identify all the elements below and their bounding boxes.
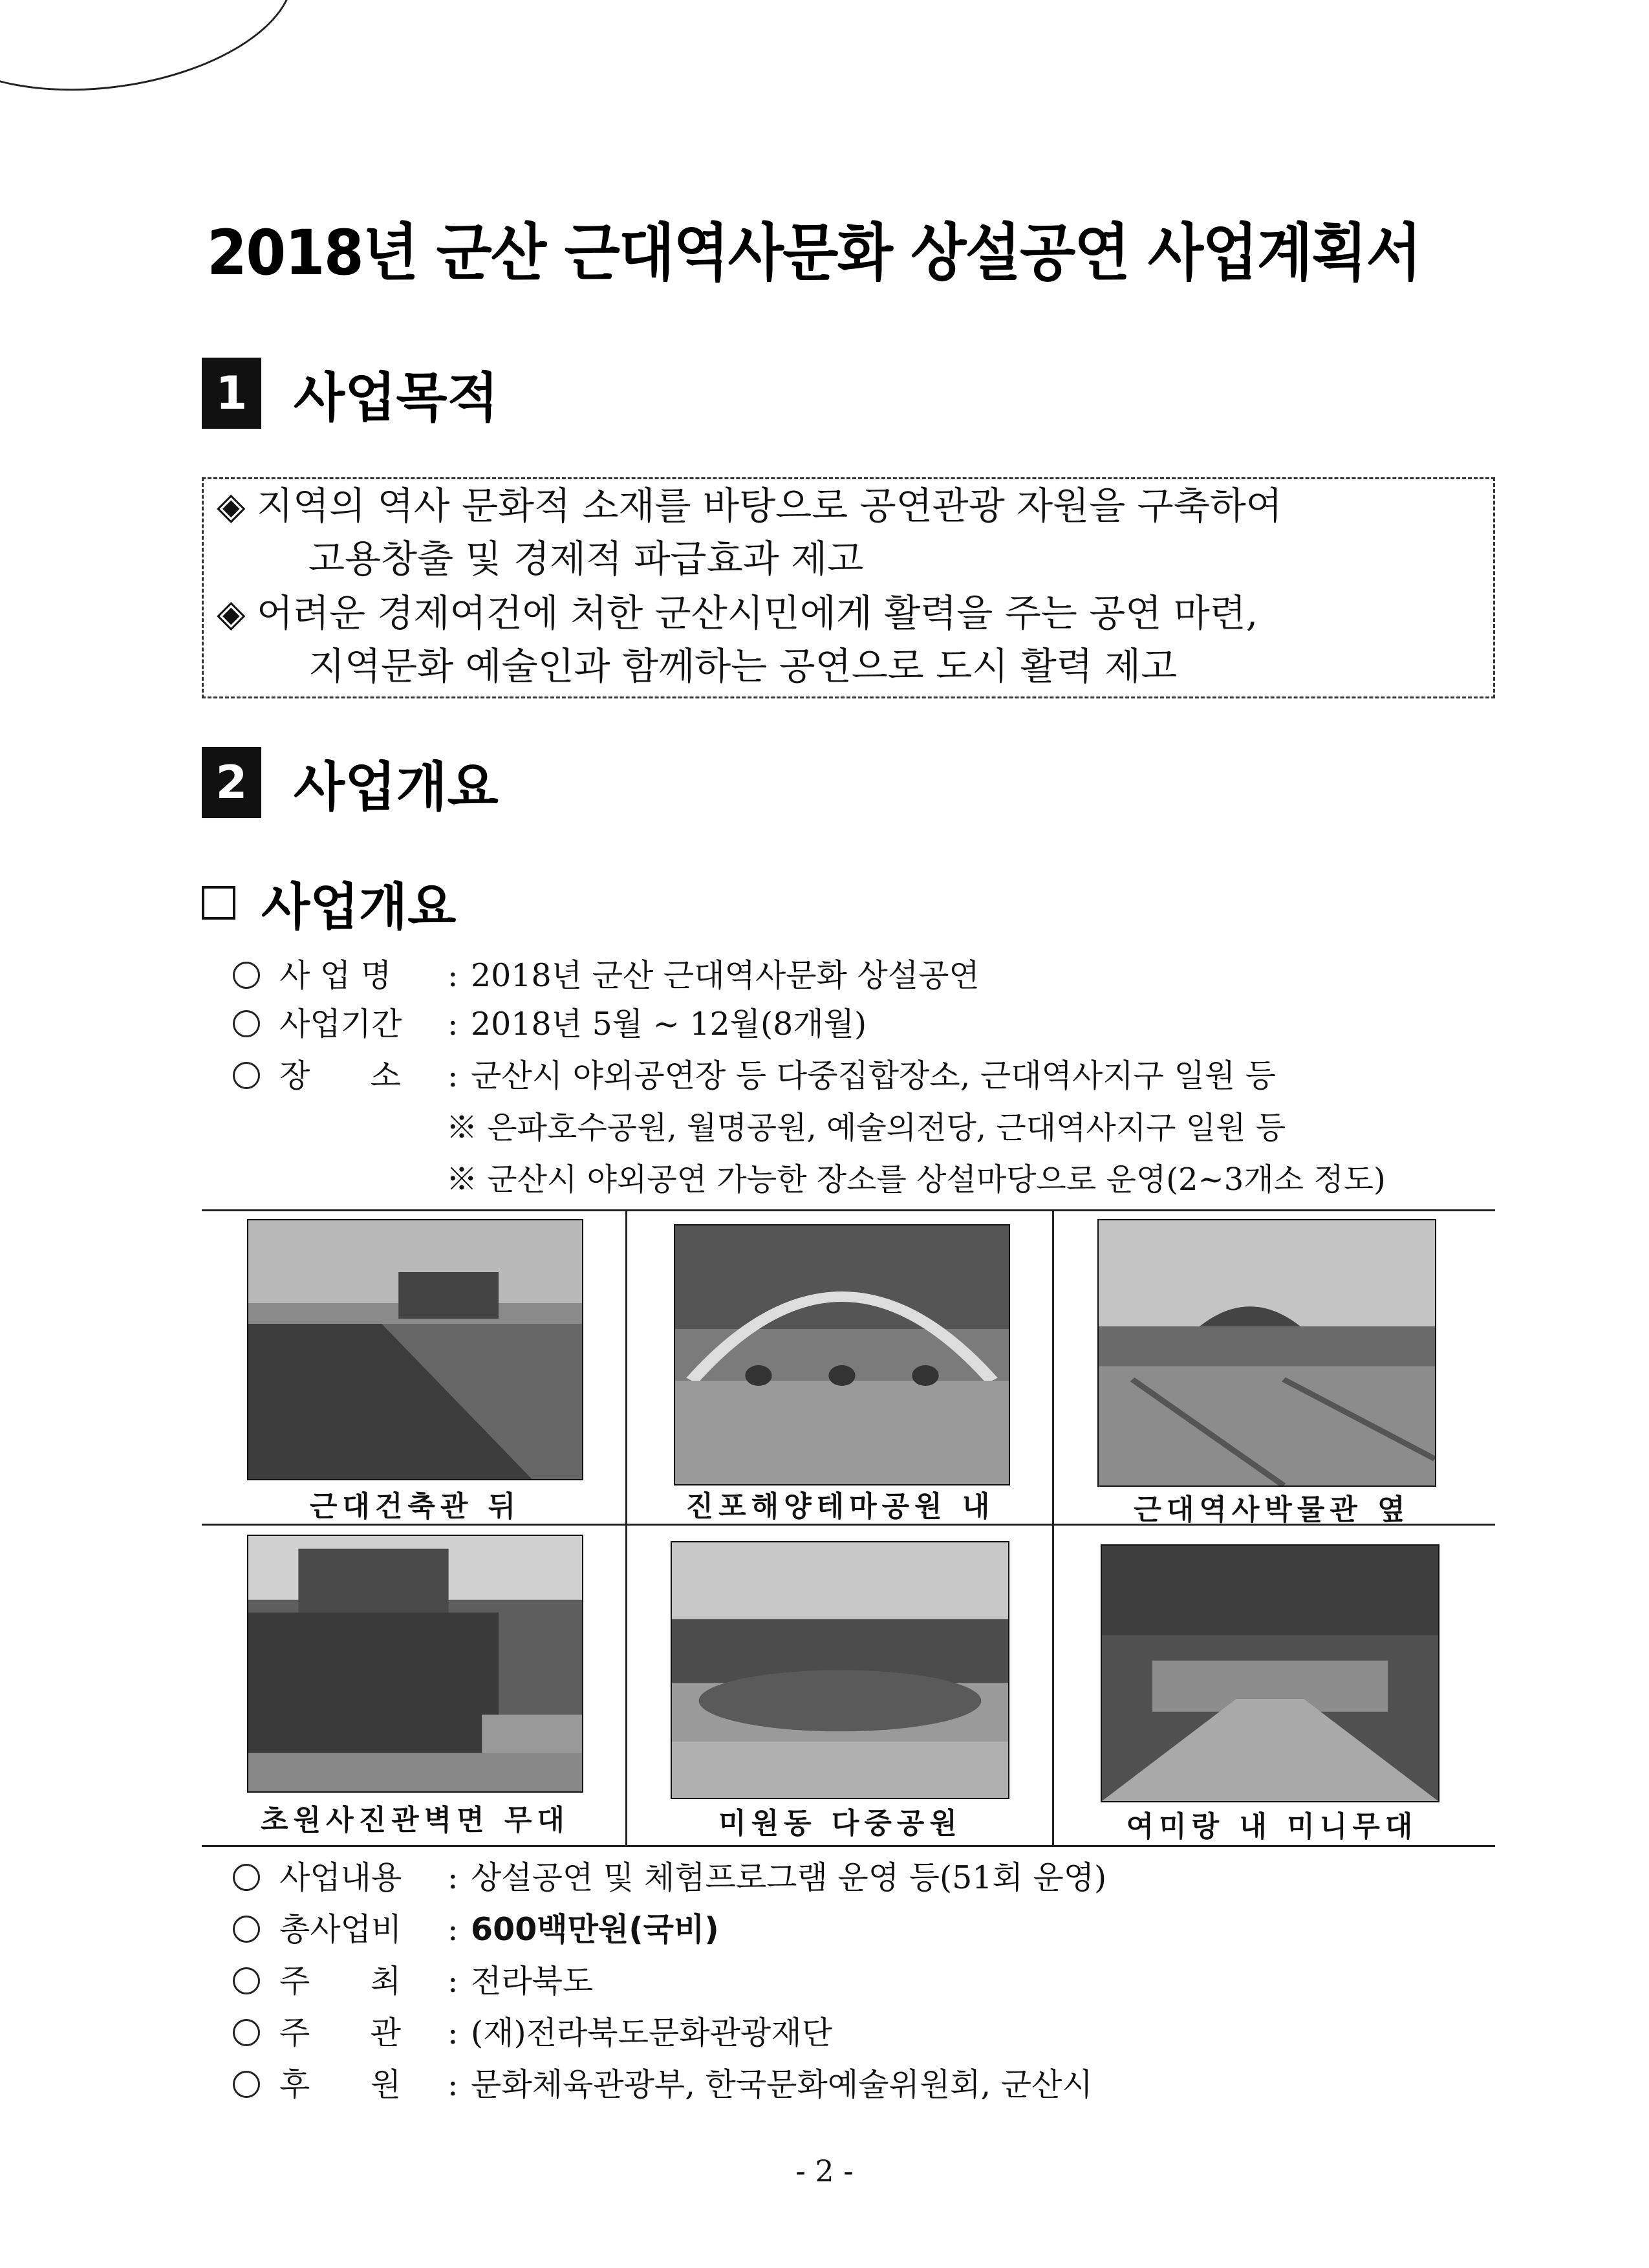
circle-bullet-icon [233,962,260,989]
place-note-2: ※ 군산시 야외공연 가능한 장소를 상설마당으로 운영(2~3개소 정도) [446,1161,1386,1198]
section-title: 사업목적 [294,367,499,429]
info-label: 장 소 [279,1057,402,1094]
info-row-host: 주 최 : 전라북도 [233,1956,593,2002]
purpose-item [217,479,1282,585]
info-row-name: 사 업 명 : 2018년 군산 근대역사문화 상설공연 [233,951,980,996]
info-row-period: 사업기간 : 2018년 5월 ~ 12월(8개월) [233,999,867,1044]
photo-caption: 진포해양테마공원 내 [685,1490,995,1523]
purpose-line: 지역의 역사 문화적 소재를 바탕으로 공연관광 자원을 구축하여 [257,484,1282,528]
page-number: - 2 - [795,2154,854,2188]
venue-photo-grid [202,1209,1495,1847]
circle-bullet-icon [233,1062,260,1089]
document-title: 2018년 군산 근대역사문화 상설공연 사업계획서 [207,217,1421,289]
venue-photo [671,1541,1009,1799]
purpose-item [217,587,1258,693]
info-row-place: 장 소 : 군산시 야외공연장 등 다중집합장소, 근대역사지구 일원 등 [233,1051,1276,1096]
photo-caption: 근대건축관 뒤 [309,1490,521,1523]
photo-caption: 근대역사박물관 옆 [1134,1493,1410,1526]
info-label: 총사업비 [279,1911,402,1948]
purpose-line: 어려운 경제여건에 처한 군산시민에게 활력을 주는 공연 마련, [257,591,1258,635]
photo-caption: 여미랑 내 미니무대 [1126,1810,1418,1843]
circle-bullet-icon [233,1916,260,1943]
diamond-bullet-icon: ◈ [217,484,246,528]
info-value: 문화체육관광부, 한국문화예술위원회, 군산시 [471,2066,1093,2103]
info-label: 주 관 [279,2014,402,2051]
place-note-1: ※ 은파호수공원, 월명공원, 예술의전당, 근대역사지구 일원 등 [446,1110,1286,1146]
info-value: 2018년 군산 근대역사문화 상설공연 [471,957,980,994]
info-value: 군산시 야외공연장 등 다중집합장소, 근대역사지구 일원 등 [471,1057,1277,1094]
square-bullet-icon [202,886,235,920]
section-number-badge: 1 [202,358,261,429]
venue-photo [247,1535,583,1793]
info-value: 상설공연 및 체험프로그램 운영 등(51회 운영) [471,1859,1107,1896]
section-number-badge: 2 [202,747,261,818]
circle-bullet-icon [233,1967,260,1994]
venue-photo [1097,1219,1436,1487]
diamond-bullet-icon: ◈ [217,591,246,635]
info-row-content: 사업내용 : 상설공연 및 체험프로그램 운영 등(51회 운영) [233,1853,1106,1898]
photo-caption: 초원사진관벽면 무대 [261,1804,570,1837]
purpose-box [202,477,1495,698]
circle-bullet-icon [233,2071,260,2098]
info-row-organizer: 주 관 : (재)전라북도문화관광재단 [233,2008,832,2053]
info-label: 사업기간 [279,1006,402,1042]
section-2-header [202,744,499,821]
info-value: 600백만원(국비) [471,1911,719,1948]
venue-photo [1101,1544,1439,1802]
info-label: 후 원 [279,2066,402,2103]
info-value: (재)전라북도문화관광재단 [471,2014,832,2051]
info-label: 주 최 [279,1963,402,2000]
venue-photo [247,1219,583,1480]
purpose-line: 고용창출 및 경제적 파급효과 제고 [308,537,864,581]
info-value: 2018년 5월 ~ 12월(8개월) [471,1006,867,1042]
section-1-header [202,354,499,432]
section-title: 사업개요 [294,756,499,818]
overview-heading: 사업개요 [202,867,456,939]
info-label: 사 업 명 [279,957,392,994]
venue-photo [674,1224,1010,1485]
circle-bullet-icon [233,1864,260,1891]
circle-bullet-icon [233,1010,260,1037]
info-row-budget: 총사업비 : 600백만원(국비) [233,1905,719,1950]
info-label: 사업내용 [279,1859,402,1896]
photo-caption: 미원동 다중공원 [718,1807,962,1840]
info-row-sponsor: 후 원 : 문화체육관광부, 한국문화예술위원회, 군산시 [233,2060,1093,2105]
hole-punch-mark [0,0,306,113]
purpose-line: 지역문화 예술인과 함께하는 공연으로 도시 활력 제고 [308,644,1178,688]
info-value: 전라북도 [471,1963,594,2000]
circle-bullet-icon [233,2019,260,2046]
